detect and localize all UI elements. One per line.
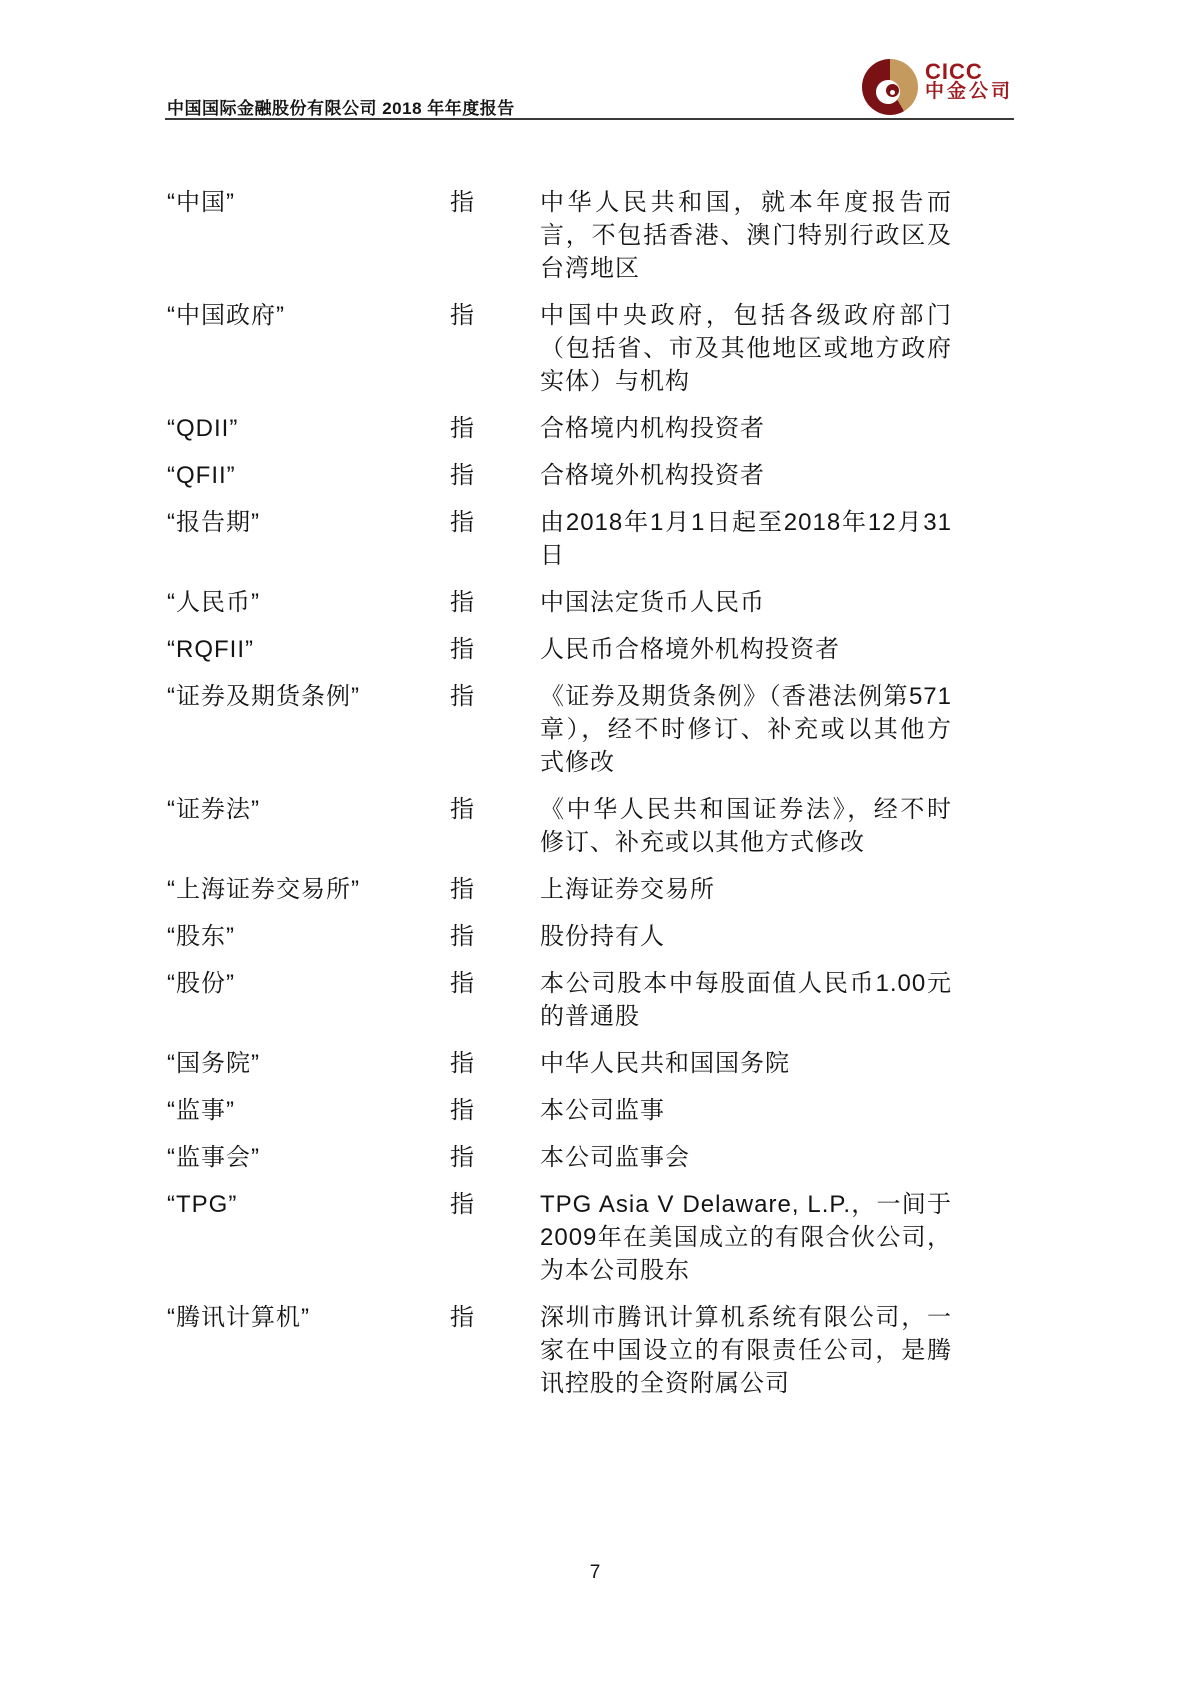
glossary-row [167,793,1015,859]
glossary-connector: 指 [450,462,475,489]
logo-company-name: 中金公司 [925,81,1014,102]
header-divider [165,118,1014,120]
logo-acronym: CICC [925,59,983,84]
glossary-row [167,299,1015,398]
glossary-term: “中国” [167,189,235,216]
glossary-definition: 本公司监事会 [540,1144,690,1171]
glossary-row [167,1188,1015,1287]
glossary-row [167,633,1015,666]
glossary-connector: 指 [450,509,475,536]
glossary-row [167,680,1015,779]
glossary-row [167,1047,1015,1080]
glossary-connector: 指 [450,302,475,329]
glossary-definition: 合格境外机构投资者 [540,462,765,489]
glossary-definition: 中国法定货币人民币 [540,589,765,616]
glossary-list [167,186,1015,1414]
glossary-term: “国务院” [167,1050,260,1077]
glossary-connector: 指 [450,923,475,950]
glossary-term: “中国政府” [167,302,285,329]
glossary-definition: 中华人民共和国国务院 [540,1050,790,1077]
glossary-definition: TPG Asia V Delaware, L.P.，一间于2009年在美国成立的有限合伙公司，为本公司股东 [540,1191,952,1284]
page-number: 7 [589,1562,601,1583]
report-header-title: 中国国际金融股份有限公司 2018 年年度报告 [167,99,515,118]
glossary-connector: 指 [450,1144,475,1171]
glossary-row [167,506,1015,572]
glossary-term: “监事” [167,1097,235,1124]
glossary-connector: 指 [450,970,475,997]
glossary-term: “监事会” [167,1144,260,1171]
glossary-connector: 指 [450,415,475,442]
glossary-definition: 《中华人民共和国证券法》，经不时修订、补充或以其他方式修改 [540,796,952,856]
glossary-connector: 指 [450,1304,475,1331]
glossary-connector: 指 [450,796,475,823]
glossary-row [167,1301,1015,1400]
logo-coin-swirl-eye [890,90,895,95]
glossary-row [167,412,1015,445]
glossary-definition: 人民币合格境外机构投资者 [540,636,840,663]
cicc-logo-icon [862,59,918,115]
glossary-connector: 指 [450,589,475,616]
glossary-term: “腾讯计算机” [167,1304,310,1331]
glossary-connector: 指 [450,1097,475,1124]
glossary-connector: 指 [450,636,475,663]
glossary-term: “股份” [167,970,235,997]
glossary-term: “报告期” [167,509,260,536]
cicc-logo-text [925,59,1014,102]
glossary-connector: 指 [450,1050,475,1077]
glossary-definition: 中国中央政府，包括各级政府部门（包括省、市及其他地区或地方政府实体）与机构 [540,302,952,395]
glossary-definition: 《证券及期货条例》（香港法例第571章），经不时修订、补充或以其他方式修改 [540,683,952,776]
glossary-row [167,1141,1015,1174]
glossary-term: “RQFII” [167,636,254,663]
glossary-row [167,920,1015,953]
glossary-connector: 指 [450,876,475,903]
glossary-connector: 指 [450,1191,475,1218]
glossary-term: “TPG” [167,1191,238,1218]
glossary-connector: 指 [450,683,475,710]
glossary-definition: 上海证券交易所 [540,876,715,903]
glossary-row [167,1094,1015,1127]
glossary-row [167,967,1015,1033]
glossary-definition: 合格境内机构投资者 [540,415,765,442]
glossary-connector: 指 [450,189,475,216]
glossary-term: “股东” [167,923,235,950]
glossary-definition: 深圳市腾讯计算机系统有限公司，一家在中国设立的有限责任公司，是腾讯控股的全资附属公司 [540,1304,952,1397]
glossary-row [167,586,1015,619]
glossary-definition: 股份持有人 [540,923,665,950]
glossary-definition: 本公司股本中每股面值人民币1.00元的普通股 [540,970,952,1030]
glossary-row [167,459,1015,492]
glossary-definition: 由2018年1月1日起至2018年12月31日 [540,509,952,569]
glossary-term: “证券及期货条例” [167,683,360,710]
glossary-row [167,186,1015,285]
glossary-term: “QFII” [167,462,236,489]
glossary-definition: 本公司监事 [540,1097,665,1124]
glossary-term: “人民币” [167,589,260,616]
glossary-row [167,873,1015,906]
glossary-definition: 中华人民共和国，就本年度报告而言，不包括香港、澳门特别行政区及台湾地区 [540,189,952,282]
glossary-term: “QDII” [167,415,239,442]
glossary-term: “上海证券交易所” [167,876,360,903]
glossary-term: “证券法” [167,796,260,823]
